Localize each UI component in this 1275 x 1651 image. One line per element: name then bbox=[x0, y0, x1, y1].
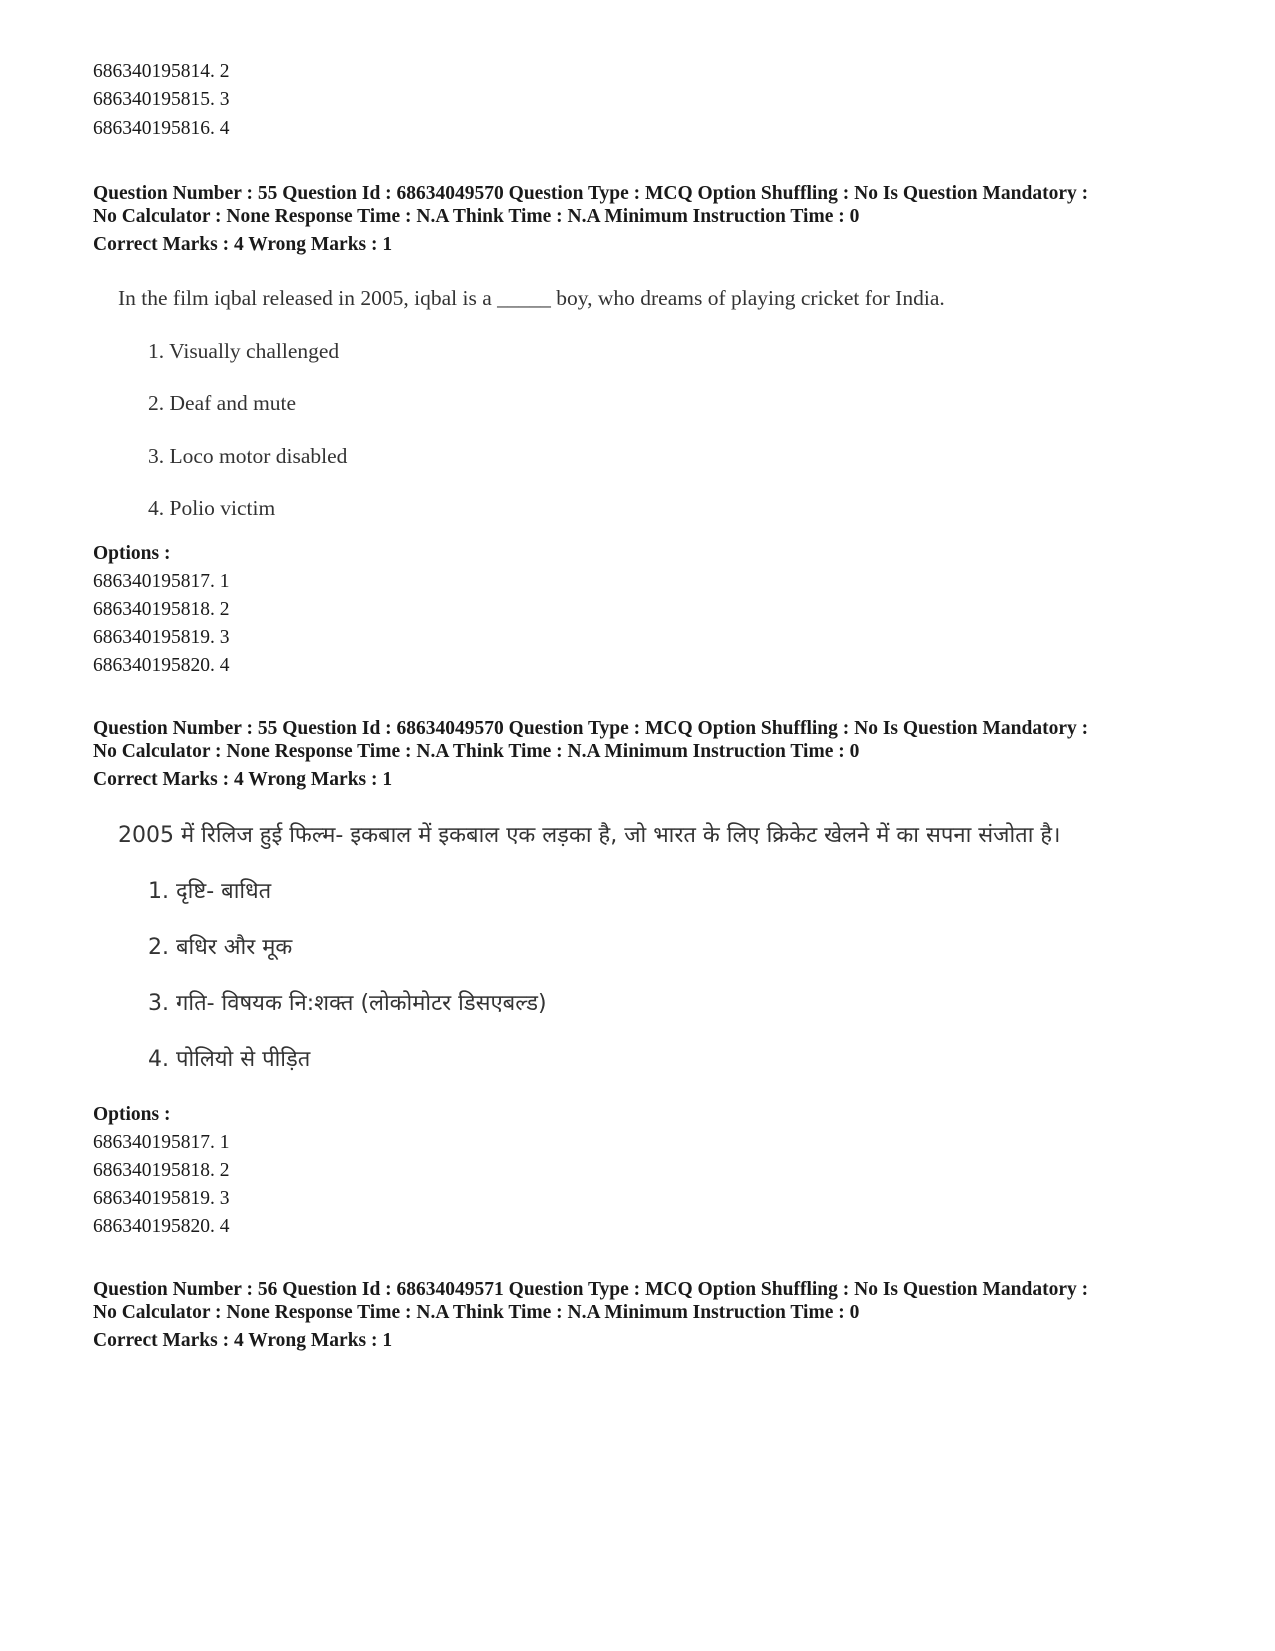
question-marks: Correct Marks : 4 Wrong Marks : 1 bbox=[93, 1330, 393, 1351]
option-line: 686340195819. 3 bbox=[93, 627, 230, 648]
option-line: 686340195815. 3 bbox=[93, 89, 230, 110]
option-line: 686340195820. 4 bbox=[93, 1216, 230, 1237]
options-label: Options : bbox=[93, 1104, 171, 1125]
question-meta-line1: Question Number : 55 Question Id : 68634049570 Question Type : MCQ Option Shuffling : No Is Question Mandatory : bbox=[93, 183, 1089, 204]
choice-item: 4. Polio victim bbox=[148, 496, 276, 520]
option-line: 686340195819. 3 bbox=[93, 1188, 230, 1209]
choice-item: 1. दृष्टि- बाधित bbox=[148, 879, 272, 904]
option-line: 686340195818. 2 bbox=[93, 1160, 230, 1181]
question-text: 2005 में रिलिज हुई फिल्म- इकबाल में इकबाल एक लड़का है, जो भारत के लिए क्रिकेट खेलने में का सपना संजोता है। bbox=[118, 823, 1061, 848]
question-marks: Correct Marks : 4 Wrong Marks : 1 bbox=[93, 234, 393, 255]
choice-item: 3. गति- विषयक नि:शक्त (लोकोमोटर डिसएबल्ड) bbox=[148, 991, 547, 1016]
question-meta-line2: No Calculator : None Response Time : N.A Think Time : N.A Minimum Instruction Time : 0 bbox=[93, 206, 860, 227]
choice-item: 1. Visually challenged bbox=[148, 339, 340, 363]
question-meta-line2: No Calculator : None Response Time : N.A Think Time : N.A Minimum Instruction Time : 0 bbox=[93, 741, 860, 762]
option-line: 686340195814. 2 bbox=[93, 61, 230, 82]
choice-item: 4. पोलियो से पीड़ित bbox=[148, 1047, 311, 1072]
option-line: 686340195818. 2 bbox=[93, 599, 230, 620]
question-meta-line1: Question Number : 55 Question Id : 68634049570 Question Type : MCQ Option Shuffling : No Is Question Mandatory : bbox=[93, 718, 1089, 739]
question-text: In the film iqbal released in 2005, iqbal is a _____ boy, who dreams of playing cricket for India. bbox=[118, 286, 945, 310]
option-line: 686340195816. 4 bbox=[93, 118, 230, 139]
question-meta-line1: Question Number : 56 Question Id : 68634049571 Question Type : MCQ Option Shuffling : No Is Question Mandatory : bbox=[93, 1279, 1089, 1300]
option-line: 686340195817. 1 bbox=[93, 571, 230, 592]
question-meta-line2: No Calculator : None Response Time : N.A Think Time : N.A Minimum Instruction Time : 0 bbox=[93, 1302, 860, 1323]
choice-item: 3. Loco motor disabled bbox=[148, 444, 348, 468]
choice-item: 2. Deaf and mute bbox=[148, 391, 297, 415]
options-label: Options : bbox=[93, 543, 171, 564]
question-marks: Correct Marks : 4 Wrong Marks : 1 bbox=[93, 769, 393, 790]
choice-item: 2. बधिर और मूक bbox=[148, 935, 293, 960]
option-line: 686340195817. 1 bbox=[93, 1132, 230, 1153]
option-line: 686340195820. 4 bbox=[93, 655, 230, 676]
